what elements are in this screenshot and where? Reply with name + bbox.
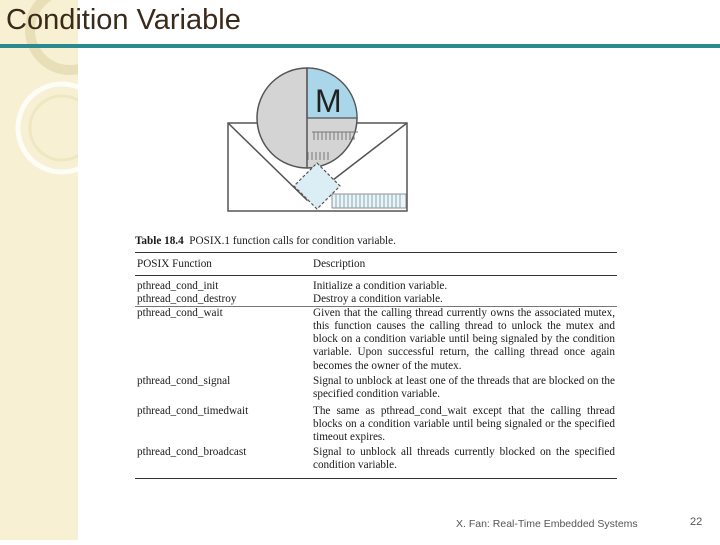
table-bottom-rule: [135, 478, 617, 479]
condition-variable-diagram: [222, 60, 412, 215]
function-description: Initialize a condition variable.: [313, 280, 448, 292]
posix-condition-table: [135, 232, 617, 479]
slide-footer: X. Fan: Real-Time Embedded Systems: [456, 518, 638, 530]
slide-title: Condition Variable: [6, 4, 241, 36]
function-name: pthread_cond_init: [137, 280, 219, 292]
side-decoration-band: [0, 0, 78, 540]
table-row: [135, 446, 617, 472]
function-name: pthread_cond_signal: [137, 374, 231, 387]
table-caption-text: POSIX.1 function calls for condition variable.: [189, 235, 396, 247]
function-description: The same as pthread_cond_wait except that the calling thread blocks on a condition variable until being signaled or the specified timeout expires.: [313, 404, 615, 444]
function-name: pthread_cond_wait: [137, 307, 223, 320]
decorative-circles: [0, 0, 78, 540]
function-description: Given that the calling thread currently owns the associated mutex, this function causes the calling thread to unlock the mutex and block on a condition variable until being signaled by the condition variable. Upon successful return, the calling thread once again becomes the owner of the mutex.: [313, 307, 615, 372]
header-description: Description: [313, 258, 366, 270]
table-row: [135, 405, 617, 444]
table-row: [135, 307, 617, 372]
function-description: Signal to unblock at least one of the threads that are blocked on the specified condition variable.: [313, 374, 615, 400]
table-caption: [135, 232, 617, 252]
table-header-row: [135, 253, 617, 275]
page-number: 22: [690, 516, 703, 528]
function-name: pthread_cond_timedwait: [137, 404, 249, 417]
mutex-label: M: [315, 83, 342, 119]
table-number: Table 18.4: [135, 235, 184, 247]
header-function: POSIX Function: [137, 258, 212, 270]
table-row: [135, 375, 617, 401]
table-row: [135, 280, 617, 293]
function-name: pthread_cond_destroy: [137, 293, 237, 306]
table-header-rule: [135, 275, 617, 276]
function-name: pthread_cond_broadcast: [137, 446, 247, 459]
table-row: [135, 293, 617, 306]
title-underline: [0, 44, 720, 48]
function-description: Signal to unblock all threads currently blocked on the specified condition variable.: [313, 446, 615, 472]
function-description: Destroy a condition variable.: [313, 293, 443, 306]
